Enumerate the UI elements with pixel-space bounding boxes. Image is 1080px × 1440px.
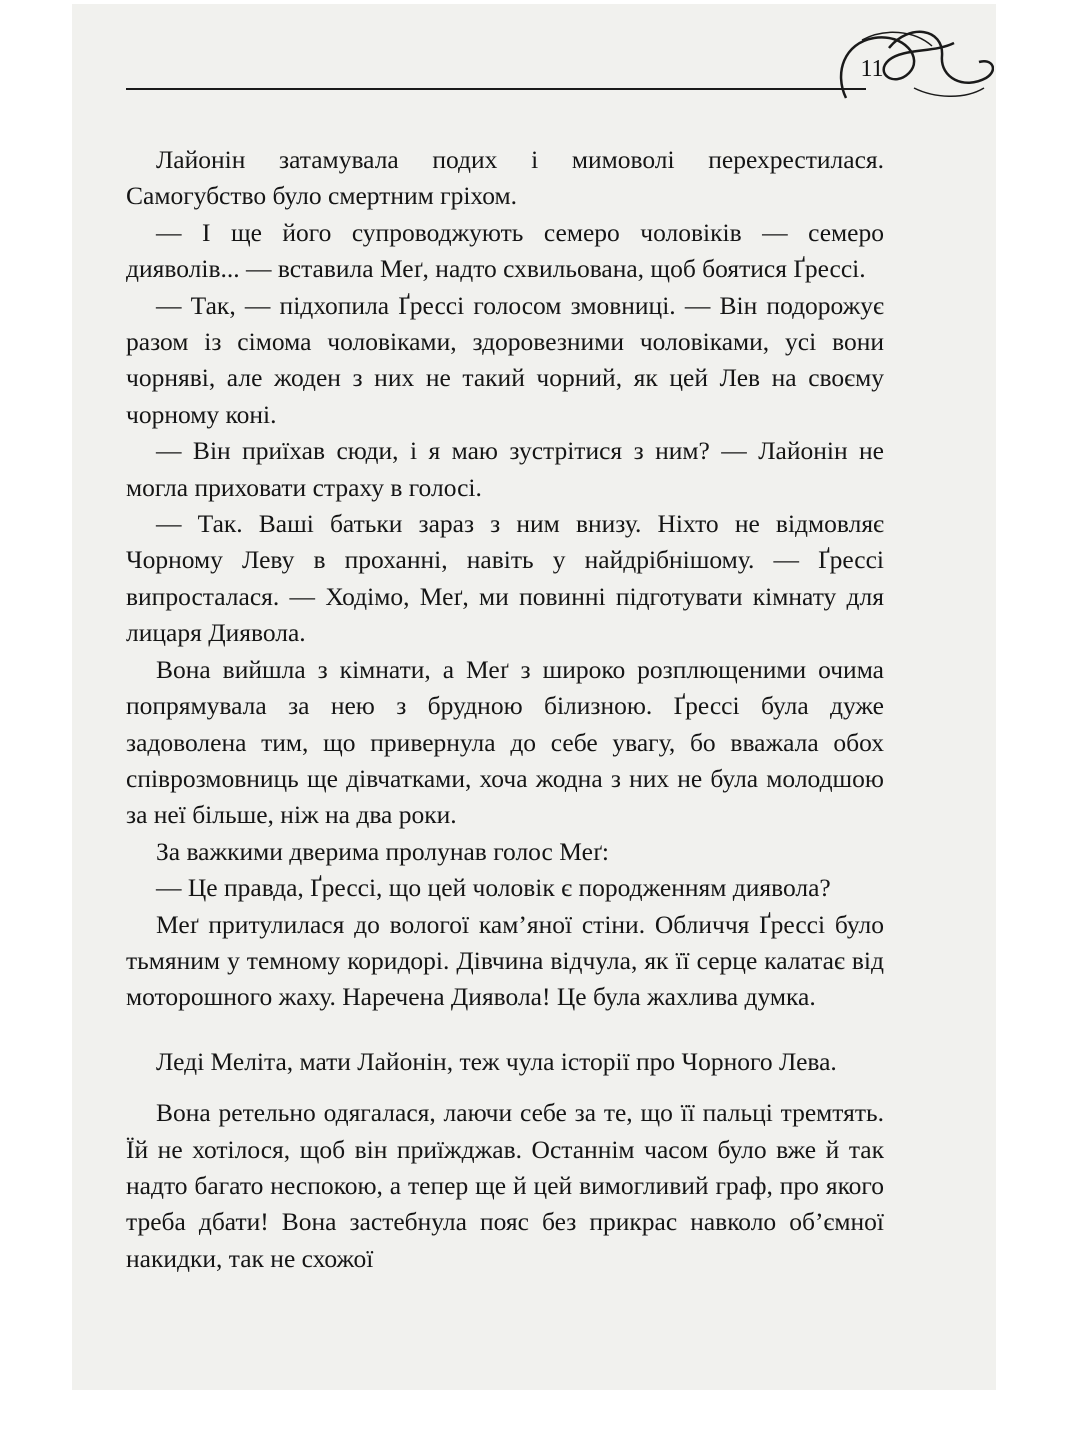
- body-text: [126, 142, 884, 1277]
- book-page: [72, 4, 996, 1390]
- header-rule: [126, 88, 866, 90]
- paragraph: Меґ притулилася до вологої кам’яної стіни. Обличчя Ґрессі було тьмяним у темному коридорі. Дівчина відчула, як її серце калатає від моторошного жаху. Наречена Диявола! Це була жахлива думка.: [126, 909, 884, 1012]
- flourish-ornament-icon: [814, 18, 994, 108]
- paragraph: — Так, — підхопила Ґрессі голосом змовниці. — Він подорожує разом із сімома чоловіками, здоровезними чоловіками, усі вони чорняві, але жоден з них не такий чорний, як цей Лев на своєму чорному коні.: [126, 290, 884, 429]
- paragraph: Лайонін затамувала подих і мимоволі перехрестилася. Самогубство було смертним гріхом.: [126, 145, 884, 211]
- page-number: 11: [860, 56, 884, 82]
- paragraph: Вона вийшла з кімнати, а Меґ з широко розплющеними очима попрямувала за нею з брудною білизною. Ґрессі була дуже задоволена тим, що привернула до себе увагу, бо вважала обох співрозмовниць ще дівчатками, хоча жодна з них не була молодшою за неї більше, ніж на два роки.: [126, 654, 884, 830]
- paragraph: Леді Меліта, мати Лайонін, теж чула історії про Чорного Лева.: [156, 1046, 837, 1076]
- paragraph: — Він приїхав сюди, і я маю зустрітися з ним? — Лайонін не могла приховати страху в голосі.: [126, 436, 884, 502]
- paragraph: За важкими дверима пролунав голос Меґ:: [156, 836, 609, 866]
- paragraph: Вона ретельно одягалася, лаючи себе за те, що її пальці тремтять. Їй не хотілося, щоб він приїжджав. Останнім часом було вже й так надто багато неспокою, а тепер ще й цей вимогливий граф, про якого треба дбати! Вона застебнула пояс без прикрас навколо об’ємної накидки, так не схожої: [126, 1098, 884, 1273]
- paragraph: — Так. Ваші батьки зараз з ним внизу. Ніхто не відмовляє Чорному Леву в проханні, навіть у найдрібнішому. — Ґрессі випросталася. — Ходімо, Меґ, ми повинні підготувати кімнату для лицаря Диявола.: [126, 509, 884, 648]
- paragraph: — Це правда, Ґрессі, що цей чоловік є породженням диявола?: [156, 873, 831, 903]
- paragraph: — І ще його супроводжують семеро чоловіків — семеро дияволів... — вставила Меґ, надто схвильована, щоб боятися Ґрессі.: [126, 217, 884, 284]
